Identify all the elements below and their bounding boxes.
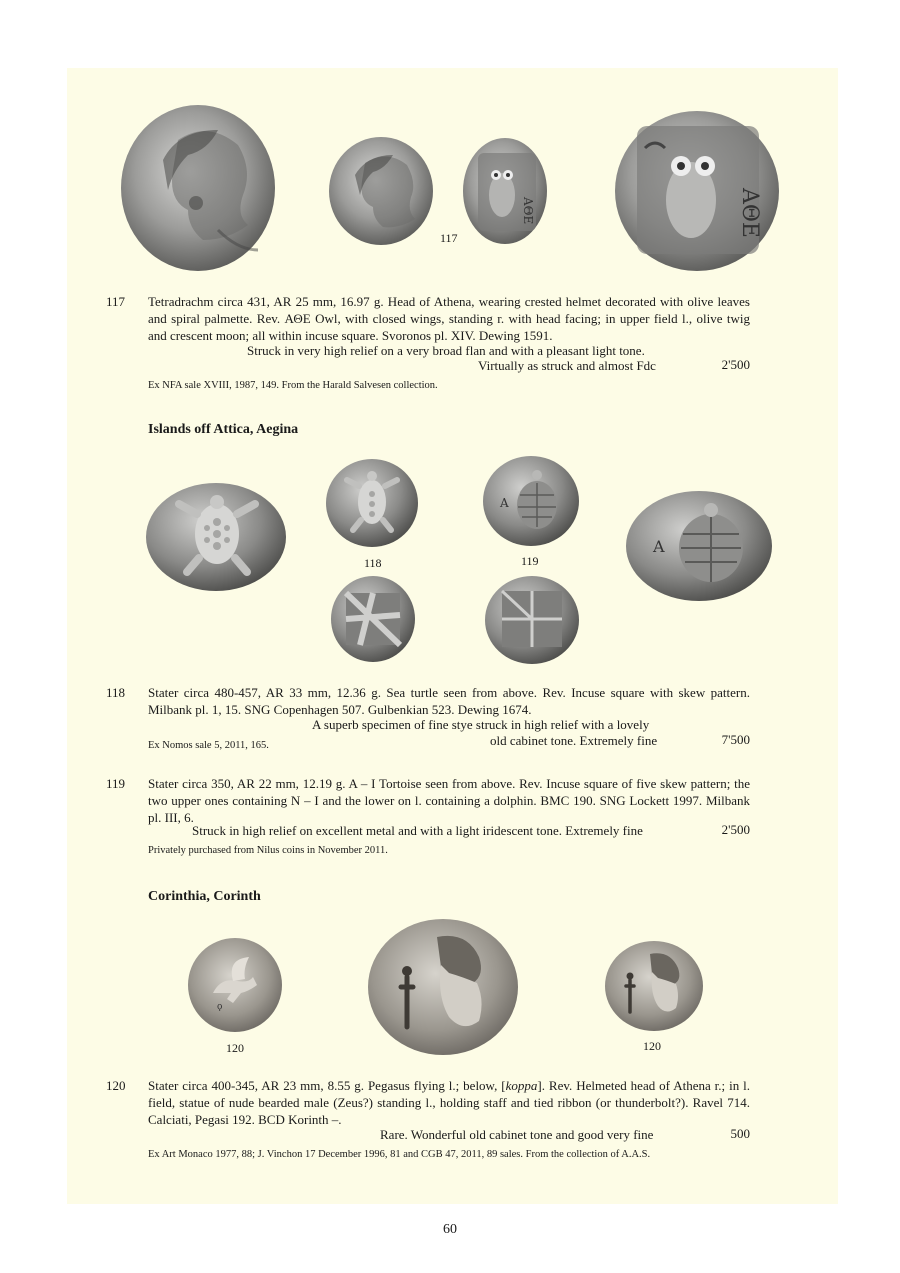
lot-118-description: Stater circa 480-457, AR 33 mm, 12.36 g. Sea turtle seen from above. Rev. Incuse square with skew pattern. Milbank pl. 1, 15. SNG Copenhagen 507. Gulbenkian 523. Dewing 1674. [148,685,750,717]
owl-legend-small: ΑΘΕ [521,197,535,225]
coin-117-reverse-small [462,137,548,245]
page-number: 60 [443,1222,457,1237]
section-title-aegina: Islands off Attica, Aegina [148,422,299,437]
lot-120-description [148,1077,750,1128]
coin-120-reverse-small [604,940,704,1032]
lot-119-condition-line1: Struck in high relief on excellent metal and with a light iridescent tone. Extremely fine [192,823,643,838]
tortoise-letter-large: Α [653,537,665,556]
coin-117-reverse-large [613,108,781,273]
lot-119-price: 2'500 [721,822,750,837]
lot-119-provenance: Privately purchased from Nilus coins in November 2011. [148,845,388,856]
coin-118-obverse-small [325,458,419,548]
coin-118-reverse [330,575,416,663]
lot-119-description: Stater circa 350, AR 22 mm, 12.19 g. A – I Tortoise seen from above. Rev. Incuse square of five skew pattern; the two upper ones containing N – I and the lower on l. containing a dolphin. BMC 190. SNG Lockett 1997. Milbank pl. III, 6. [148,776,750,825]
coin-120-obverse [187,937,283,1033]
lot-120-description-pre: Stater circa 400-345, AR 23 mm, 8.55 g. Pegasus flying l.; below, [ [148,1078,506,1093]
coin-118-obverse-large [145,482,287,592]
lot-120-provenance: Ex Art Monaco 1977, 88; J. Vinchon 17 December 1996, 81 and CGB 47, 2011, 89 sales. From the collection of A.A.S. [148,1149,651,1160]
coin-119-reverse [484,575,580,665]
owl-legend-large: ΑΘΕ [737,188,762,238]
coin-117-obverse-large [118,100,278,275]
lot-118-price: 7'500 [721,732,750,747]
coin-120-reverse-large [367,917,519,1057]
lot-120-description-post: ]. Rev. Helmeted head of Athena r.; in l. field, statue of nude bearded male (Zeus?) standing l., holding staff and tied ribbon (or thunderbolt?). Ravel 714. Calciati, Pegasi 192. BCD Korinth –. [148,1078,750,1127]
lot-118-condition-line1: A superb specimen of fine stye struck in high relief with a lovely [312,717,650,732]
pegasus-letter: ϙ [217,1002,223,1012]
lot-117-condition-line1: Struck in very high relief on a very broad flan and with a pleasant light tone. [247,343,645,358]
lot-120-condition-line1: Rare. Wonderful old cabinet tone and good very fine [380,1127,654,1142]
section-title-corinth: Corinthia, Corinth [148,889,261,904]
coin-119-obverse-small [482,455,580,547]
lot-120-price: 500 [730,1126,750,1141]
lot-number-119: 119 [106,776,126,791]
lot-number-117: 117 [106,294,126,309]
coin-119-obverse-large [625,490,773,602]
coin-117-obverse-small [327,135,435,247]
tortoise-letter-small: Α [500,496,509,510]
lot-117-description: Tetradrachm circa 431, AR 25 mm, 16.97 g. Head of Athena, wearing crested helmet decorated with olive leaves and spiral palmette. Rev. ΑΘΕ Owl, with closed wings, standing r. with head facing; in upper field l., olive twig and crescent moon; all within incuse square. Svoronos pl. XIV. Dewing 1591. [148,294,750,343]
plate-label-120-left: 120 [226,1041,244,1055]
lot-number-120: 120 [106,1078,126,1093]
lot-118-provenance: Ex Nomos sale 5, 2011, 165. [148,740,269,751]
plate-label-119: 119 [521,554,539,568]
lot-117-provenance: Ex NFA sale XVIII, 1987, 149. From the Harald Salvesen collection. [148,380,438,391]
plate-label-117: 117 [440,231,458,245]
lot-117-condition-line2: Virtually as struck and almost Fdc [478,358,656,373]
lot-120-description-italic: koppa [505,1078,538,1093]
lot-118-condition-line2: old cabinet tone. Extremely fine [490,733,658,748]
plate-label-118: 118 [364,556,382,570]
lot-117-price: 2'500 [721,357,750,372]
plate-label-120-right: 120 [643,1039,661,1053]
lot-number-118: 118 [106,685,126,700]
